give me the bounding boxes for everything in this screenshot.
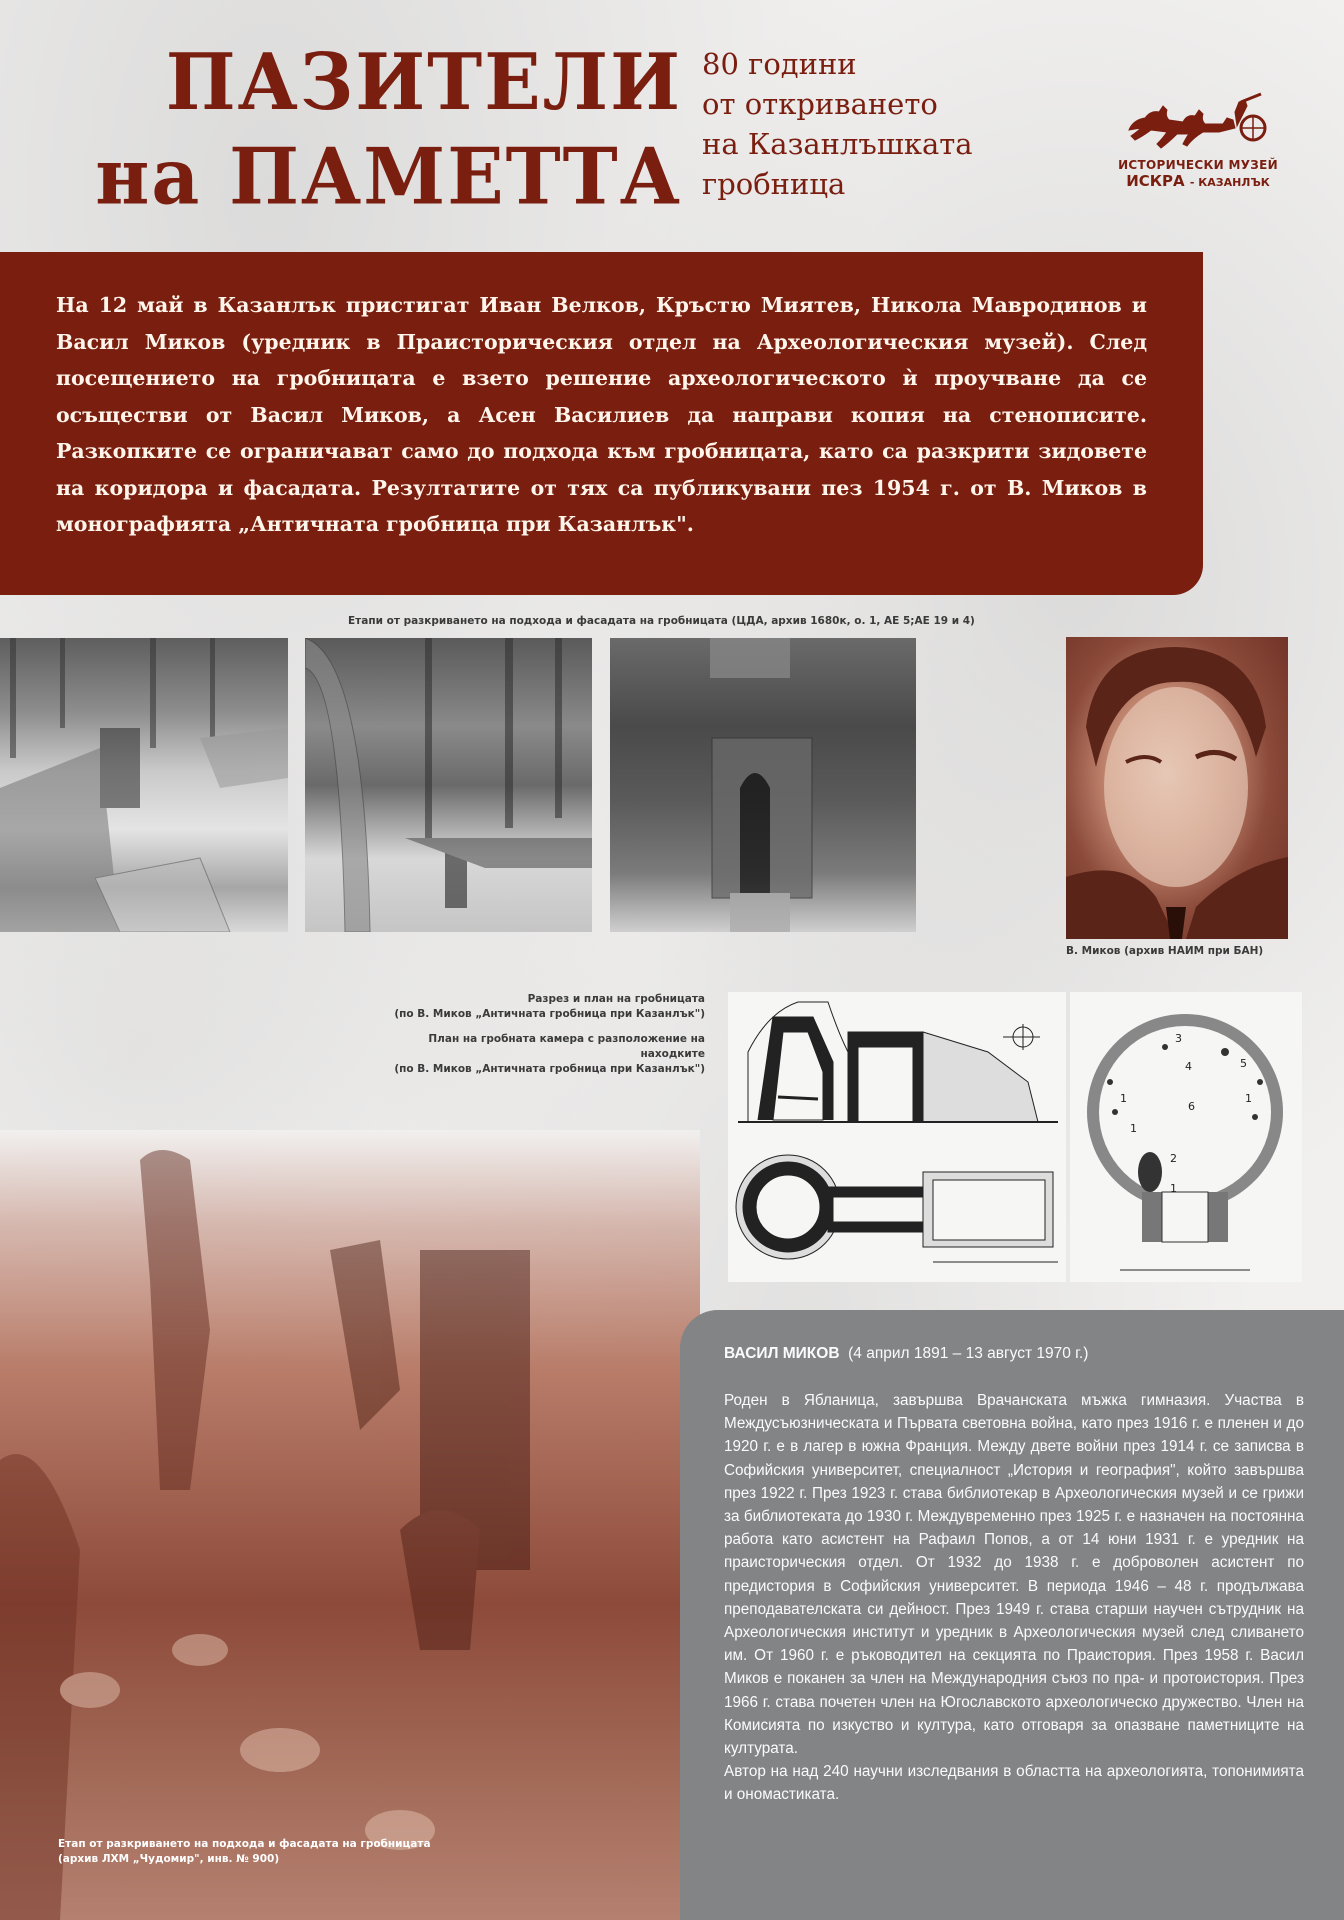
drawing2-caption	[380, 1032, 705, 1077]
logo-city: - КАЗАНЛЪК	[1189, 176, 1270, 189]
poster-title	[62, 36, 682, 225]
find-label: 3	[1175, 1032, 1182, 1045]
excavation-photo-2	[305, 638, 592, 932]
intro-box	[0, 252, 1203, 595]
drawing1-source: (по В. Миков „Античната гробница при Казанлък")	[394, 1008, 705, 1020]
bio-heading	[724, 1345, 1304, 1363]
find-label: 6	[1188, 1100, 1195, 1113]
title-line-1: ПАЗИТЕЛИ	[165, 37, 682, 128]
subtitle-line: гробница	[702, 167, 846, 201]
drawings-captions	[380, 992, 705, 1087]
compass-icon	[1003, 1024, 1040, 1050]
portrait-caption: В. Миков (архив НАИМ при БАН)	[1066, 945, 1264, 957]
find-label: 1	[1120, 1092, 1127, 1105]
photos-caption: Етапи от разкриването на подхода и фасадата на гробницата (ЦДА, архив 1680к, о. 1, АЕ 5;АЕ 19 и 4)	[348, 615, 975, 627]
bio-paragraph-2: Автор на над 240 научни изследвания в областта на археологията, топонимията и ономастиката.	[724, 1763, 1304, 1804]
drawing1-caption	[380, 992, 705, 1022]
logo-line-2	[1118, 172, 1278, 190]
find-label: 1	[1130, 1122, 1137, 1135]
tomb-section-plan-drawing	[728, 992, 1066, 1282]
chariot-icon	[1123, 92, 1273, 154]
subtitle-line: на Казанлъшката	[702, 127, 973, 161]
excavation-sepia-photo	[0, 1130, 700, 1920]
logo-iskra: ИСКРА	[1126, 172, 1185, 190]
biography-box	[680, 1310, 1344, 1920]
burial-chamber-plan-drawing	[1070, 992, 1302, 1282]
bio-paragraph-1: Роден в Ябланица, завършва Врачанската мъжка гимназия. Участва в Междусъюзническата и Първата световна война, като през 1916 г. е пленен и до 1920 г. е в лагер в южна Франция. Между двете войни през 1914 г. се записва в Софийския университет, специалност „История и география", който завършва през 1922 г. През 1923 г. става библиотекар в Археологическия музей и се грижи за библиотеката до 1930 г. Междувременно през 1925 г. е назначен на постоянна работа като асистент на Рафаил Попов, а от 14 юни 1931 г. е уредник на праисторическия отдел. От 1932 до 1938 г. е доброволен асистент по предистория в Софийския университет. В периода 1946 – 48 г. продължава преподавателската си дейност. През 1949 г. става старши научен сътрудник на Археологическия институт и уредник в Археологическия музей след сливането им. От 1960 г. е ръководител на секцията по Праистория. През 1958 г. Васил Миков е поканен за член на Международния съюз по пра- и протоистория. През 1966 г. става почетен член на Югославското археологическо дружество. Член на Комисията по изкуство и култура, като отговаря за опазване паметниците на културата.	[724, 1392, 1304, 1758]
intro-text: На 12 май в Казанлък пристигат Иван Велков, Кръстю Миятев, Никола Мавродинов и Васил Миков (уредник в Праисторическия отдел на Археологическия музей). След посещението на гробницата е взето решение археологическото ѝ проучване да се осъществи от Васил Миков, а Асен Василиев да направи копия на стенописите. Разкопките се ограничават само до подхода към гробницата, като са разкрити зидовете на коридора и фасадата. Резултатите от тях са публикувани пез 1954 г. от В. Миков в монографията „Античната гробница при Казанлък".	[56, 293, 1147, 536]
find-label: 5	[1240, 1057, 1247, 1070]
bio-dates: (4 април 1891 – 13 август 1970 г.)	[848, 1345, 1089, 1362]
excavation-photo-3	[610, 638, 916, 932]
drawing2-title: План на гробната камера с разположение на находките	[428, 1033, 705, 1060]
drawing1-title: Разрез и план на гробницата	[527, 993, 705, 1005]
vasil-mikov-portrait	[1066, 637, 1288, 939]
sepia-caption-line-2: (архив ЛХМ „Чудомир", инв. № 900)	[58, 1853, 280, 1865]
excavation-photo-1	[0, 638, 288, 932]
find-label: 1	[1245, 1092, 1252, 1105]
find-label: 1	[1170, 1182, 1177, 1195]
poster-subtitle	[702, 44, 973, 204]
find-label: 2	[1170, 1152, 1177, 1165]
drawing2-source: (по В. Миков „Античната гробница при Казанлък")	[394, 1063, 705, 1075]
subtitle-line: 80 години	[702, 47, 857, 81]
sepia-photo-caption	[58, 1837, 431, 1867]
bio-name: ВАСИЛ МИКОВ	[724, 1345, 840, 1362]
title-line-2: на ПАМЕТТА	[95, 132, 682, 223]
sepia-caption-line-1: Етап от разкриването на подхода и фасадата на гробницата	[58, 1838, 431, 1850]
subtitle-line: от откриването	[702, 87, 938, 121]
find-label: 4	[1185, 1060, 1192, 1073]
logo-line-1: ИСТОРИЧЕСКИ МУЗЕЙ	[1118, 158, 1278, 172]
museum-logo	[1118, 92, 1278, 190]
